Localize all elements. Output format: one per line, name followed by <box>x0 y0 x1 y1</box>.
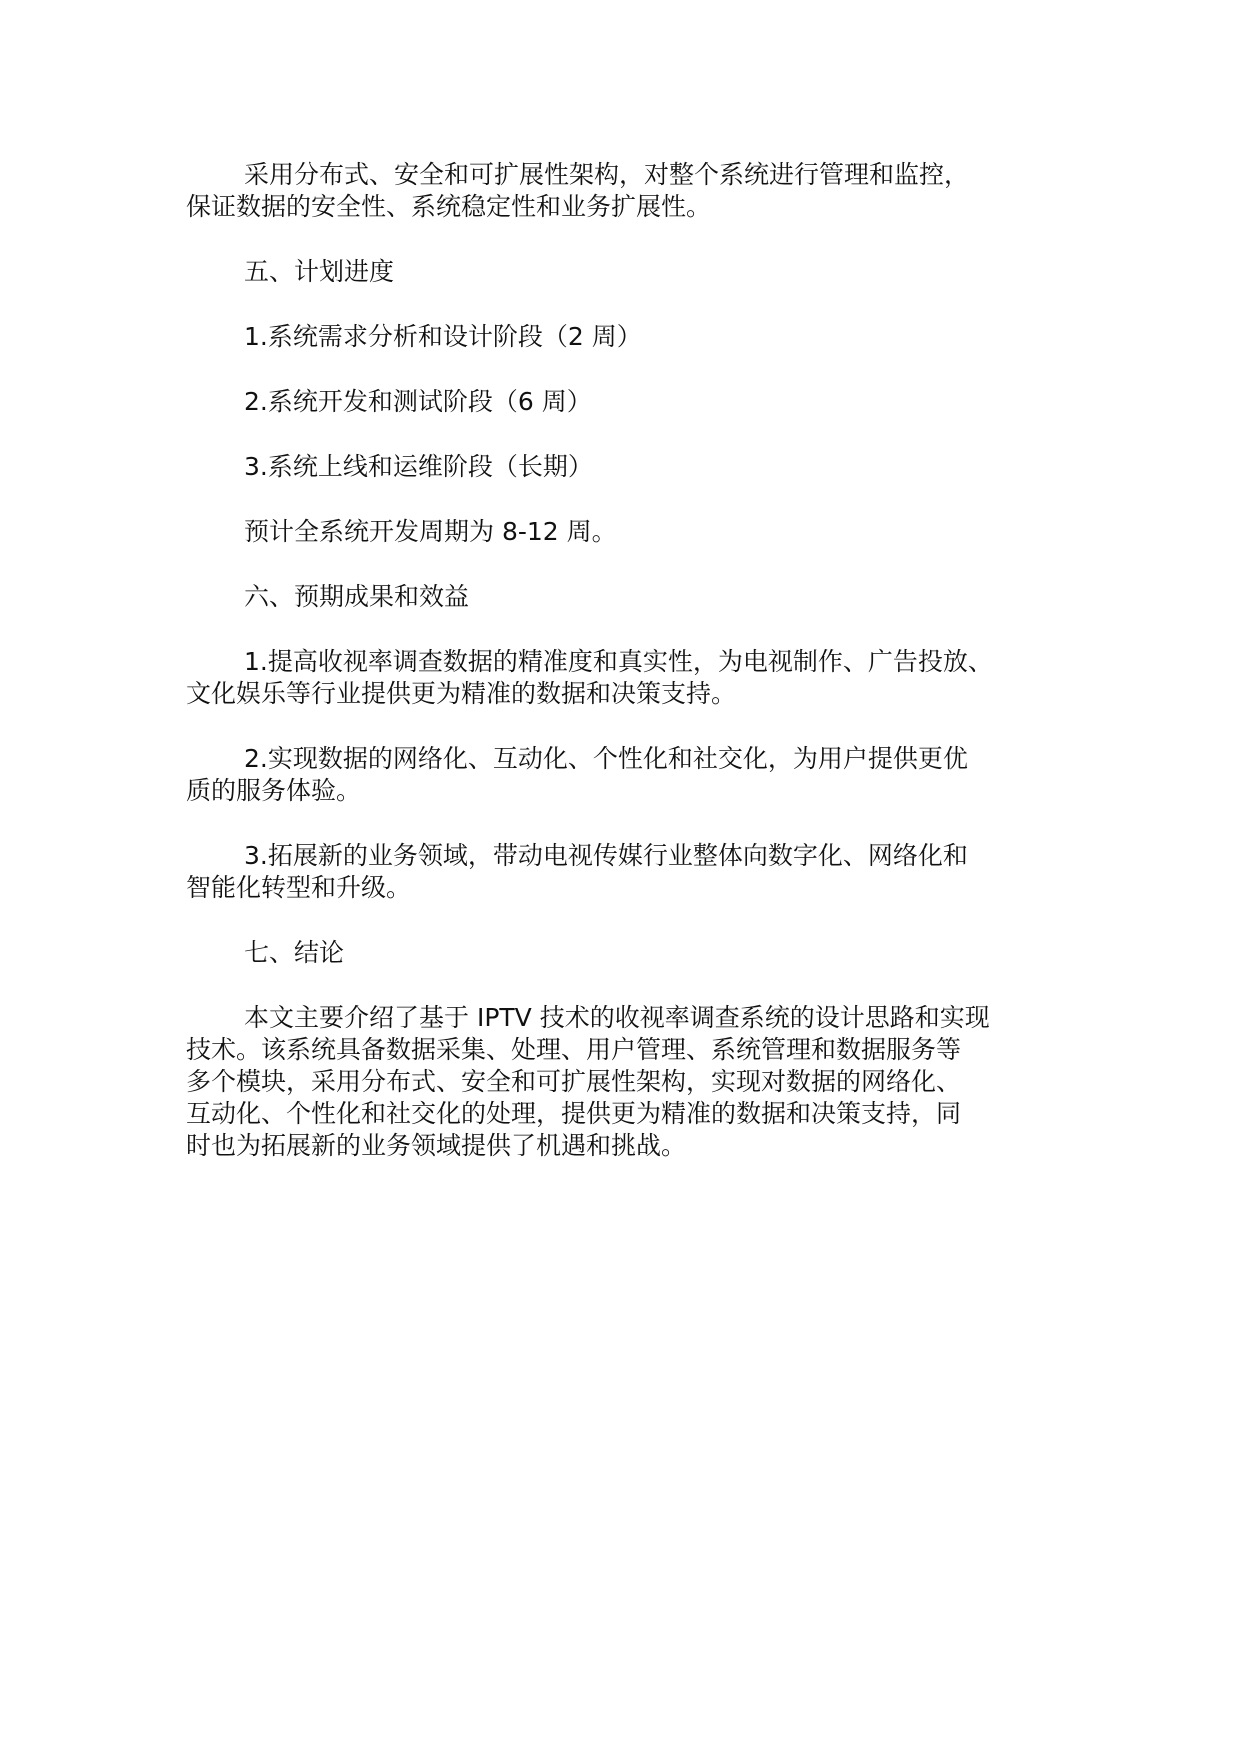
conclusion-line-2: 技术。该系统具备数据采集、处理、用户管理、系统管理和数据服务等 <box>186 1035 962 1064</box>
conclusion-line-5: 时也为拓展新的业务领域提供了机遇和挑战。 <box>186 1131 687 1160</box>
conclusion-line-3: 多个模块，采用分布式、安全和可扩展性架构，实现对数据的网络化、 <box>186 1067 962 1096</box>
schedule-item-2: 2.系统开发和测试阶段（6 周） <box>244 387 592 416</box>
section-heading-outcomes: 六、预期成果和效益 <box>244 582 470 611</box>
schedule-item-1: 1.系统需求分析和设计阶段（2 周） <box>244 322 642 351</box>
outcome-1-line-1: 1.提高收视率调查数据的精准度和真实性，为电视制作、广告投放、 <box>244 647 993 676</box>
conclusion-line-4: 互动化、个性化和社交化的处理，提供更为精准的数据和决策支持，同 <box>186 1099 962 1128</box>
outcome-1-line-2: 文化娱乐等行业提供更为精准的数据和决策支持。 <box>186 679 737 708</box>
outcome-2-line-2: 质的服务体验。 <box>186 776 362 805</box>
outcome-3-line-1: 3.拓展新的业务领域，带动电视传媒行业整体向数字化、网络化和 <box>244 841 968 870</box>
conclusion-line-1: 本文主要介绍了基于 IPTV 技术的收视率调查系统的设计思路和实现 <box>244 1003 990 1032</box>
paragraph-architecture-line-2: 保证数据的安全性、系统稳定性和业务扩展性。 <box>186 192 712 221</box>
outcome-2-line-1: 2.实现数据的网络化、互动化、个性化和社交化，为用户提供更优 <box>244 744 968 773</box>
outcome-3-line-2: 智能化转型和升级。 <box>186 873 412 902</box>
section-heading-schedule: 五、计划进度 <box>244 257 395 286</box>
section-heading-conclusion: 七、结论 <box>244 938 345 967</box>
schedule-item-3: 3.系统上线和运维阶段（长期） <box>244 452 593 481</box>
paragraph-architecture-line-1: 采用分布式、安全和可扩展性架构，对整个系统进行管理和监控， <box>244 160 970 189</box>
schedule-summary: 预计全系统开发周期为 8-12 周。 <box>244 517 617 546</box>
